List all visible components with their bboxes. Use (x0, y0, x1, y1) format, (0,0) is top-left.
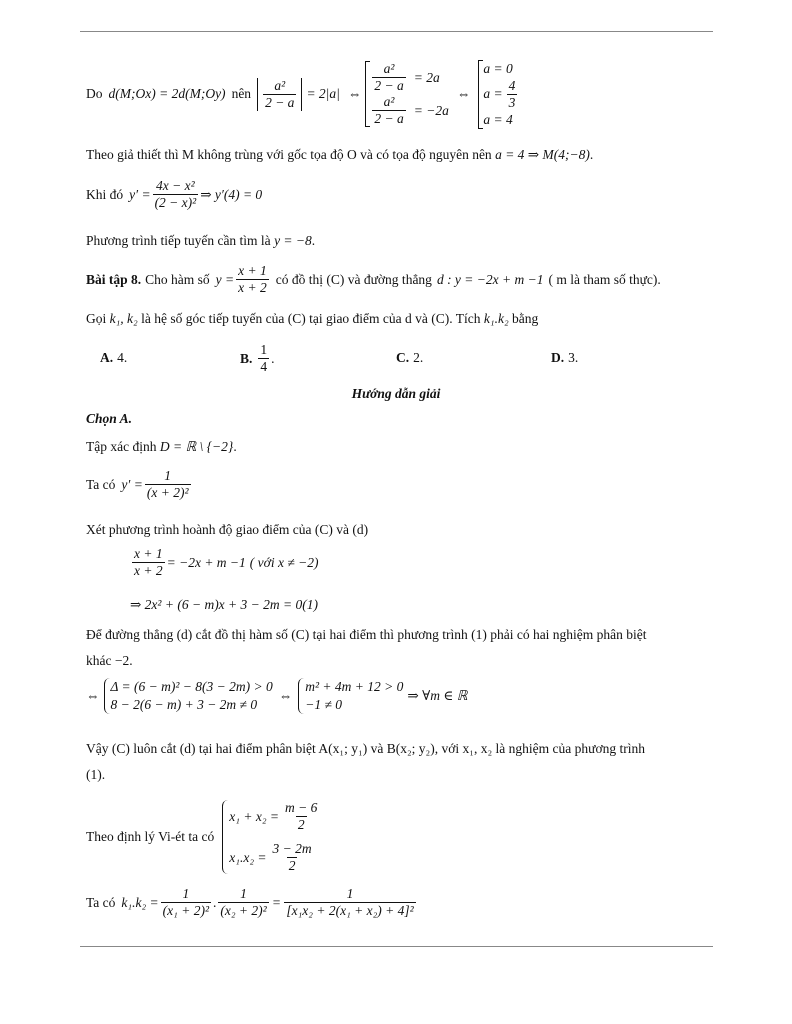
bottom-rule (80, 946, 713, 947)
khido-label: Khi đó (86, 186, 124, 202)
yprime-num: 1 (164, 468, 172, 483)
iff-symbol: ⇔ (347, 86, 362, 101)
vieta-sum-num: m − 6 (285, 800, 318, 815)
system-iff-2: ⇔ (278, 688, 293, 703)
intersection-text: Xét phương trình hoành độ giao điểm của (C) và (d) (86, 522, 369, 537)
line-equation: d : y = −2x + m −1 (436, 271, 544, 287)
abs-rhs: = 2|a| (306, 86, 340, 101)
domain-end: . (233, 439, 237, 454)
nen-label: nên (231, 86, 252, 101)
system-2-row-1: m² + 4m + 12 > 0 (305, 679, 404, 694)
tangent-text: Phương trình tiếp tuyến cần tìm là (86, 233, 271, 248)
function-lhs: y = (215, 271, 235, 287)
final-product-line (86, 886, 712, 919)
function-numerator: x + 1 (238, 263, 267, 278)
conclusion-line2: (1). (86, 767, 106, 782)
system-2 (298, 678, 403, 714)
domain-text: Tập xác định (86, 439, 157, 454)
option-d-label: D. (551, 350, 565, 365)
derivative-denominator: (2 − x)² (154, 195, 197, 210)
system-iff: ⇔ (86, 688, 100, 703)
condition-text-line1: Để đường thẳng (d) cắt đồ thị hàm số (C) tại hai điểm thì phương trình (1) phải có hai nghiệm phân biệt (86, 627, 647, 642)
tangent-line (86, 232, 712, 250)
system-1 (104, 678, 273, 714)
option-a[interactable] (100, 350, 127, 366)
taco-label-2: Ta có (86, 894, 116, 910)
case1-denominator: 2 − a (374, 78, 404, 93)
system-1-row-2: 8 − 2(6 − m) + 3 − 2m ≠ 0 (110, 697, 258, 712)
question-text-3: bằng (512, 311, 539, 326)
final-eq: = (272, 894, 281, 910)
domain-line (86, 438, 712, 456)
eq1-num: x + 1 (134, 546, 163, 561)
abs-denominator: 2 − a (265, 94, 295, 110)
final-f2-den: (x₂ + 2)² (220, 903, 267, 918)
option-b-label: B. (240, 350, 253, 366)
solution-a0: a = 0 (483, 60, 513, 76)
option-d-value: 3. (568, 350, 579, 365)
eq1-rhs: = −2x + m −1 (166, 554, 246, 570)
problem-text-1: Cho hàm số (145, 271, 210, 287)
problem-text-2: có đồ thị (C) và đường thẳng (275, 271, 432, 287)
option-a-value: 4. (117, 350, 128, 365)
vieta-product-num: 3 − 2m (272, 841, 312, 856)
conclusion-text (86, 740, 712, 784)
condition-block (86, 52, 712, 136)
top-rule (80, 31, 713, 32)
final-lhs: k₁.k₂ = (121, 894, 159, 910)
option-b-num: 1 (260, 342, 268, 357)
option-b[interactable] (240, 342, 275, 375)
case1-numerator: a² (383, 61, 395, 76)
vieta-system (222, 800, 321, 874)
quadratic-equation: ⇒ 2x² + (6 − m)x + 3 − 2m = 0(1) (130, 597, 318, 612)
case-bracket (365, 61, 448, 127)
iff-symbol-2: ⇔ (456, 86, 471, 101)
solution-a43-num: 4 (508, 77, 516, 93)
solution-heading: Hướng dẫn giải (351, 386, 441, 401)
final-f1-num: 1 (182, 886, 190, 901)
solution-a43-lhs: a = (483, 86, 503, 101)
vieta-text: Theo định lý Vi-ét ta có (86, 829, 215, 844)
derivative-rhs: ⇒ y′(4) = 0 (200, 186, 263, 202)
do-label: Do (86, 86, 103, 101)
option-b-den: 4 (260, 359, 268, 374)
system-block (86, 678, 712, 714)
intersection-equation (130, 546, 712, 579)
derivative-numerator: 4x − x² (156, 178, 195, 193)
question-text-1: Gọi (86, 311, 107, 326)
tangent-math: y = −8 (274, 233, 312, 248)
k1-k2: k₁, k₂ (109, 311, 138, 326)
case2-numerator: a² (383, 94, 395, 109)
domain-math: D = ℝ \ {−2} (159, 439, 234, 454)
problem-title: Bài tập 8. (86, 271, 142, 287)
vieta-product-den: 2 (288, 858, 296, 873)
system-2-row-2: −1 ≠ 0 (305, 697, 343, 712)
solution-a43-den: 3 (508, 94, 516, 110)
case2-denominator: 2 − a (374, 111, 404, 126)
option-b-end: . (271, 350, 275, 366)
final-f3-num: 1 (346, 886, 354, 901)
hypothesis-end: . (589, 147, 594, 162)
choose-answer: Chọn A. (86, 411, 133, 426)
system-result: ⇒ ∀m ∈ ℝ (407, 688, 468, 703)
option-d[interactable] (551, 350, 578, 366)
final-f2-num: 1 (240, 886, 247, 901)
problem-8-question (86, 310, 712, 328)
option-a-label: A. (100, 350, 114, 365)
yprime-line (86, 468, 712, 501)
condition-text-line2: khác −2. (86, 653, 133, 668)
vieta-sum-den: 2 (297, 817, 305, 832)
problem-8-statement (86, 263, 712, 296)
derivative-lhs: y′ = (129, 186, 151, 202)
distance-equation: d(M;Ox) = 2d(M;Oy) (108, 86, 226, 101)
answer-options (100, 342, 700, 378)
case1-rhs: = 2a (413, 69, 440, 85)
option-c-value: 2. (413, 350, 424, 365)
absolute-fraction (257, 78, 302, 111)
problem-text-3: ( m là tham số thực). (548, 271, 661, 287)
option-c[interactable] (396, 350, 423, 366)
eq1-den: x + 2 (134, 563, 163, 578)
final-f1-den: (x₁ + 2)² (162, 903, 209, 918)
eq1-condition: ( với x ≠ −2) (249, 554, 319, 570)
tangent-end: . (311, 233, 316, 248)
condition-text (86, 626, 712, 670)
k1-k2-product: k₁.k₂ (483, 311, 509, 326)
yprime-den: (x + 2)² (146, 485, 189, 500)
solution-bracket (478, 60, 519, 129)
final-f3-den: [x₁x₂ + 2(x₁ + x₂) + 4]² (286, 903, 414, 918)
yprime-lhs: y′ = (121, 476, 143, 492)
system-1-row-1: Δ = (6 − m)² − 8(3 − 2m) > 0 (110, 679, 273, 694)
function-denominator: x + 2 (238, 280, 267, 295)
case2-rhs: = −2a (413, 102, 449, 118)
question-text-2: là hệ số góc tiếp tuyến của (C) tại giao điểm của d và (C). Tích (141, 311, 481, 326)
vieta-block (86, 800, 712, 874)
hypothesis-line (86, 146, 712, 164)
hypothesis-math: a = 4 ⇒ M(4;−8) (495, 147, 590, 162)
derivative-line (86, 178, 712, 211)
abs-numerator: a² (274, 77, 286, 93)
option-c-label: C. (396, 350, 410, 365)
solution-a4: a = 4 (483, 111, 513, 127)
vieta-product-lhs: x₁.x₂ = (229, 849, 267, 865)
hypothesis-text: Theo giả thiết thì M không trùng với gốc tọa độ O và có tọa độ nguyên nên (86, 147, 492, 162)
final-dot: . (213, 894, 217, 910)
vieta-sum-lhs: x₁ + x₂ = (229, 808, 280, 824)
conclusion-line1: Vậy (C) luôn cắt (d) tại hai điểm phân biệt A(x₁; y₁) và B(x₂; y₂), với x₁, x₂ là nghiệm của phương trình (86, 741, 645, 756)
taco-label-1: Ta có (86, 476, 116, 492)
